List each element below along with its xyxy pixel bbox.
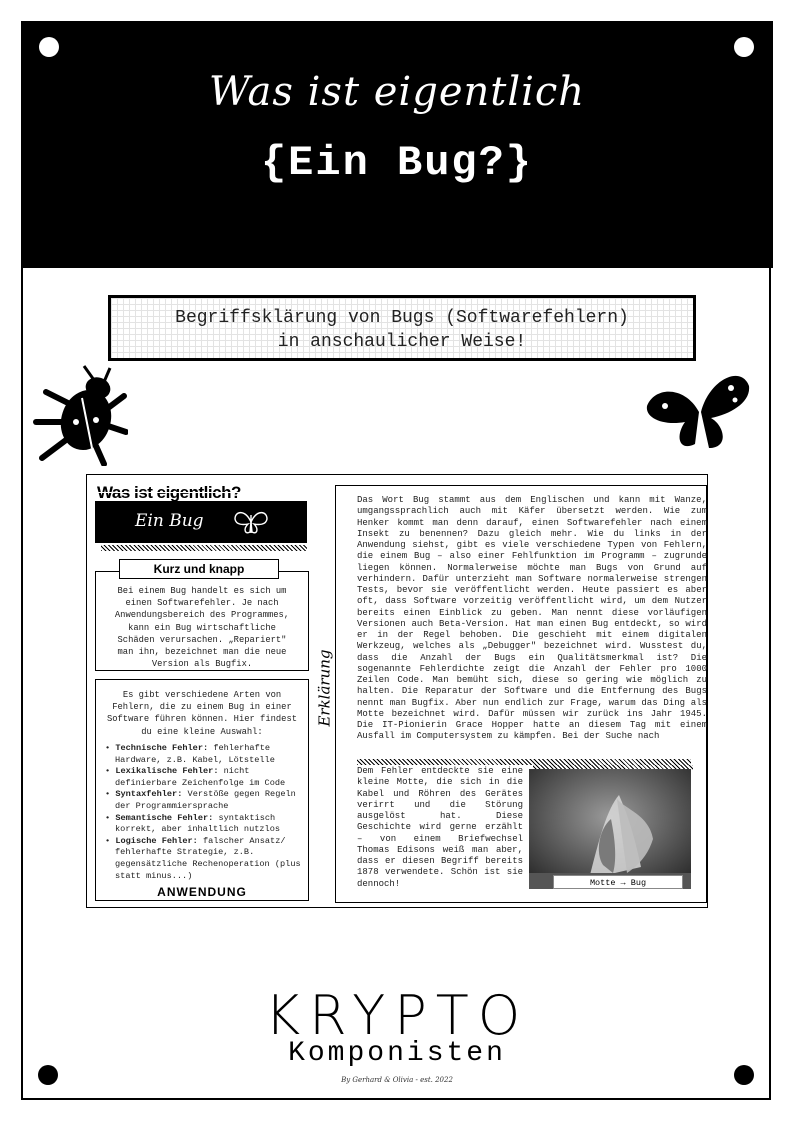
corner-dot bbox=[38, 1065, 58, 1085]
brand-logo: KRYPTO bbox=[264, 984, 530, 1047]
types-intro: Es gibt verschiedene Arten von Fehlern, die zu einem Bug in einer Software führen können. Hier findest du eine kleine Auswahl: bbox=[106, 690, 298, 737]
header-script-title: Was ist eigentlich bbox=[208, 69, 586, 115]
list-item: • Logische Fehler: falscher Ansatz/ fehlerhafte Strategie, z.B. gegensätzliche Rechenoperation (plus statt minus...) bbox=[105, 835, 301, 881]
worksheet-preview bbox=[86, 474, 708, 908]
list-item: • Technische Fehler: fehlerhafte Hardware, z.B. Kabel, Lötstelle bbox=[105, 743, 275, 765]
preview-header-script: Ein Bug bbox=[135, 511, 204, 531]
explanation-text-continued: Dem Fehler entdeckte sie eine kleine Motte, die sich in die Kabel und Röhren des Gerätes verirrt und die Störung ausgelöst hat. Diese Geschichte wird gerne erzählt – von einem Briefwechsel Thomas Edisons weiß man aber, dass er diesen Begriff bereits 1878 verwendete. Schön ist sie dennoch! bbox=[357, 766, 523, 889]
butterfly-icon bbox=[233, 507, 269, 537]
corner-dot bbox=[734, 1065, 754, 1085]
subtitle-line: in anschaulicher Weise! bbox=[277, 332, 527, 352]
corner-dot bbox=[39, 37, 59, 57]
erklaerung-label: Erklärung bbox=[319, 635, 347, 745]
hatch-divider bbox=[101, 545, 307, 551]
header-main-title: {Ein Bug?} bbox=[260, 139, 534, 187]
header-banner bbox=[21, 21, 773, 268]
subtitle-line: Begriffsklärung von Bugs (Softwarefehlern) bbox=[175, 308, 629, 328]
corner-dot bbox=[734, 37, 754, 57]
subtitle-box bbox=[108, 295, 696, 361]
list-item: • Syntaxfehler: Verstöße gegen Regeln der Programmiersprache bbox=[105, 789, 296, 811]
explanation-text: Das Wort Bug stammt aus dem Englischen und kann mit Wanze, umgangssprachlich auch mit Käfer übersetzt werden. Wie zum Henker kommt man denn darauf, einen Softwarefehler nach einem Insekt zu benennen? Dazu gleich mehr. Wie du links in der Anwendung siehst, gibt es viele verschiedene Typen von Fehlern, die einem Bug – also einer Fehlfunktion im Programm – zugrunde liegen können. Normalerweise möchte man Bugs von Grund auf verhindern. Dafür unterzieht man Software normalerweise strengen Tests, bevor sie veröffentlicht werden. Heute passiert es aber oft, dass Software vorzeitig veröffentlicht wird, um dem Nutzer bereits einen Einblick zu geben. Man nennt diese vorläufigen Versionen auch Beta-Version. Hat man einen Bug entdeckt, so wird er in der Regel behoben. Die geschieht mit einem digitalen Werkzeug, welches als „Debugger" bezeichnet wird. Wusstest du, dass die Anzahl der Bugs ein Qualitätsmerkmal ist? Die sogenannte Fehlerdichte zeigt die Anzahl der Fehler pro 1000 Zeilen Code. Man bemüht sich, diese so gering wie möglich zu halten. Die Reparatur der Software und die Entfernung des Bugs nennt man Bugfix. Aber nun endlich zur Frage, warum das Ding als Motte bezeichnet wird. Dafür müssen wir zurück ins Jahr 1945. Die IT-Pionierin Grace Hopper hatte an diesem Tag mit einem Ausfall im Computersystem zu kämpfen. Bei der Suche nach bbox=[357, 495, 707, 742]
preview-header-title: Was ist eigentlich? bbox=[97, 483, 241, 502]
summary-text: Bei einem Bug handelt es sich um einen Softwarefehler. Je nach Anwendungsbereich des Programmes, kann ein Bug wirtschaftliche Schäden verursachen. „Repariert" man ihn, bezeichnet man die neue Version als Bugfix. bbox=[114, 586, 290, 670]
butterfly-icon bbox=[645, 366, 751, 456]
credit-line: By Gerhard & Olivia - est. 2022 bbox=[341, 1076, 453, 1084]
list-item: • Semantische Fehler: syntaktisch korrekt, aber inhaltlich nutzlos bbox=[105, 812, 281, 835]
preview-header bbox=[95, 481, 305, 547]
photo-caption: Motte → Bug bbox=[553, 875, 683, 889]
brand-subtitle: Komponisten bbox=[288, 1038, 506, 1069]
moth-photo bbox=[529, 769, 691, 889]
list-item: • Lexikalische Fehler: nicht definierbare Zeichenfolge im Code bbox=[105, 766, 286, 788]
anwendung-label: ANWENDUNG bbox=[157, 885, 247, 899]
summary-label: Kurz und knapp bbox=[119, 559, 279, 579]
bug-icon bbox=[32, 362, 128, 466]
types-list bbox=[105, 743, 305, 882]
